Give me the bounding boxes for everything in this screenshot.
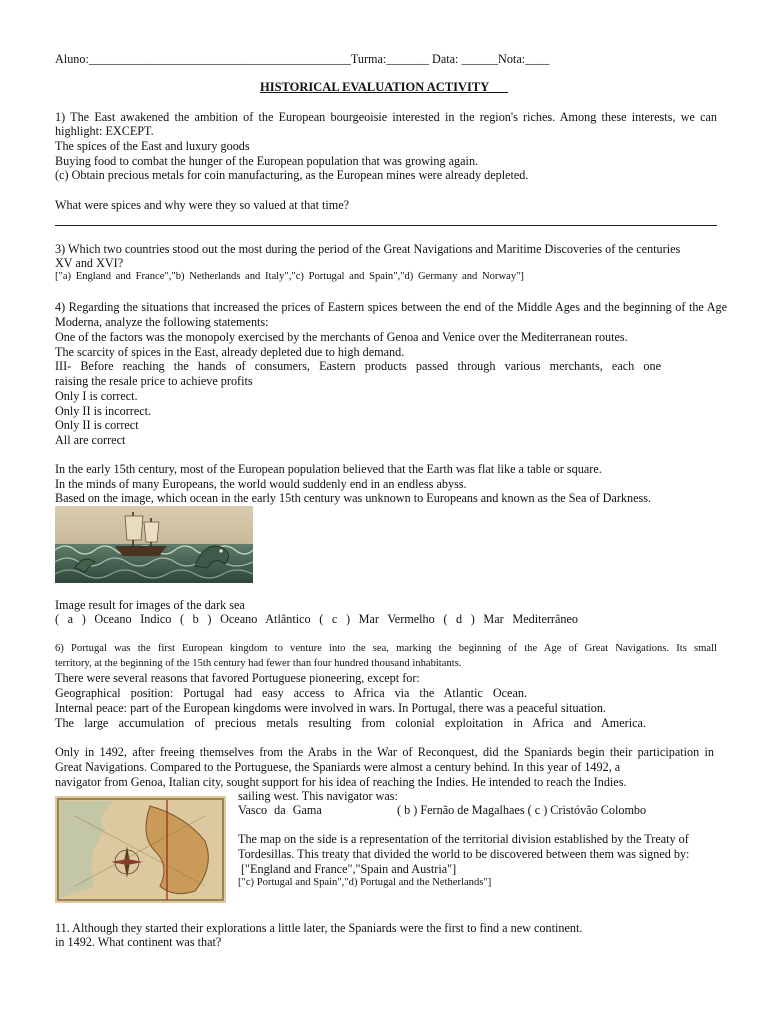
question-8-stem: Tordesillas. This treaty that divided the world to be discovered between them was signed by: [238, 847, 690, 861]
question-7-context: Only in 1492, after freeing themselves from the Arabs in the War of Reconquest, did the Spaniards begin their participation in [55, 745, 714, 759]
question-7-stem: sailing west. This navigator was: [238, 789, 398, 803]
question-6-stem: 6) Portugal was the first European kingdom to venture into the sea, marking the beginning of the Age of Great Navigations. Its small [55, 643, 717, 654]
question-7-context: navigator from Genoa, Italian city, sought support for his idea of reaching the Indies. He intended to reach the Indies. [55, 775, 627, 789]
question-7-option-a: Vasco da Gama [238, 803, 322, 817]
dark-sea-image [55, 506, 253, 583]
question-3-stem: 3) Which two countries stood out the most during the period of the Great Navigations and Maritime Discoveries of the centuries [55, 242, 681, 256]
question-4-option: Only II is incorrect. [55, 404, 152, 418]
question-1-stem-cont: highlight: EXCEPT. [55, 124, 154, 138]
question-1-stem: 1) The East awakened the ambition of the European bourgeoisie interested in the region's riches. Among these interests, we can [55, 110, 717, 124]
question-6-stem-cont: territory, at the beginning of the 15th century had fewer than four hundred thousand inhabitants. [55, 658, 462, 669]
question-4-stem-cont: Moderna, analyze the following statements: [55, 315, 269, 329]
question-2-stem: What were spices and why were they so valued at that time? [55, 198, 350, 212]
question-4-option: All are correct [55, 433, 126, 447]
image-caption: Image result for images of the dark sea [55, 598, 245, 612]
student-header-line: Aluno:___________________________________________Turma:_______ Data: ______Nota:____ [55, 52, 550, 66]
question-6-option: Internal peace: part of the European kingdoms were involved in wars. In Portugal, there was a peaceful situation. [55, 701, 606, 715]
question-1-option: (c) Obtain precious metals for coin manufacturing, as the European mines were already depleted. [55, 168, 529, 182]
question-7-context: Great Navigations. Compared to the Portuguese, the Spaniards were almost a century behind. In this year of 1492, a [55, 760, 621, 774]
dark-sea-illustration [55, 506, 253, 583]
tordesillas-map-illustration [55, 796, 226, 903]
question-4-statement: III- Before reaching the hands of consumers, Eastern products passed through various merchants, each one [55, 359, 661, 373]
question-7-options-bc: ( b ) Fernão de Magalhaes ( c ) Cristóvão Colombo [397, 803, 647, 817]
question-8-options: ["c) Portugal and Spain","d) Portugal and the Netherlands"] [238, 877, 492, 888]
tordesillas-map-image [55, 796, 226, 903]
question-4-stem: 4) Regarding the situations that increased the prices of Eastern spices between the end of the Middle Ages and the beginning of the Age [55, 300, 727, 314]
question-4-statement-cont: raising the resale price to achieve profits [55, 374, 253, 388]
question-6-option: Geographical position: Portugal had easy access to Africa via the Atlantic Ocean. [55, 686, 527, 700]
question-11-stem: in 1492. What continent was that? [55, 935, 222, 949]
question-8-context: The map on the side is a representation of the territorial division established by the Treaty of [238, 832, 689, 846]
question-1-option: Buying food to combat the hunger of the European population that was growing again. [55, 154, 479, 168]
question-5-context: In the early 15th century, most of the European population believed that the Earth was flat like a table or square. [55, 462, 602, 476]
question-5-options: ( a ) Oceano Indico ( b ) Oceano Atlântico ( c ) Mar Vermelho ( d ) Mar Mediterrâneo [55, 612, 578, 626]
question-3-stem-cont: XV and XVI? [55, 256, 124, 270]
question-6-option: The large accumulation of precious metals resulting from colonial exploitation in Africa and America. [55, 716, 646, 730]
question-4-option: Only I is correct. [55, 389, 138, 403]
question-5-stem: Based on the image, which ocean in the early 15th century was unknown to Europeans and known as the Sea of Darkness. [55, 491, 652, 505]
question-1-option: The spices of the East and luxury goods [55, 139, 250, 153]
question-3-options: ["a) England and France","b) Netherlands and Italy","c) Portugal and Spain","d) Germany and Norway"] [55, 271, 524, 282]
answer-line[interactable] [55, 225, 717, 226]
question-4-option: Only II is correct [55, 418, 139, 432]
question-8-options: ["England and France","Spain and Austria"] [241, 862, 457, 876]
page-title: HISTORICAL EVALUATION ACTIVITY___ [260, 80, 508, 94]
question-5-context: In the minds of many Europeans, the world would suddenly end in an endless abyss. [55, 477, 467, 491]
question-4-statement: One of the factors was the monopoly exercised by the merchants of Genoa and Venice over the Mediterranean routes. [55, 330, 628, 344]
question-4-statement: The scarcity of spices in the East, already depleted due to high demand. [55, 345, 405, 359]
question-11-context: 11. Although they started their explorations a little later, the Spaniards were the first to find a new continent. [55, 921, 583, 935]
question-6-prompt: There were several reasons that favored Portuguese pioneering, except for: [55, 671, 420, 685]
